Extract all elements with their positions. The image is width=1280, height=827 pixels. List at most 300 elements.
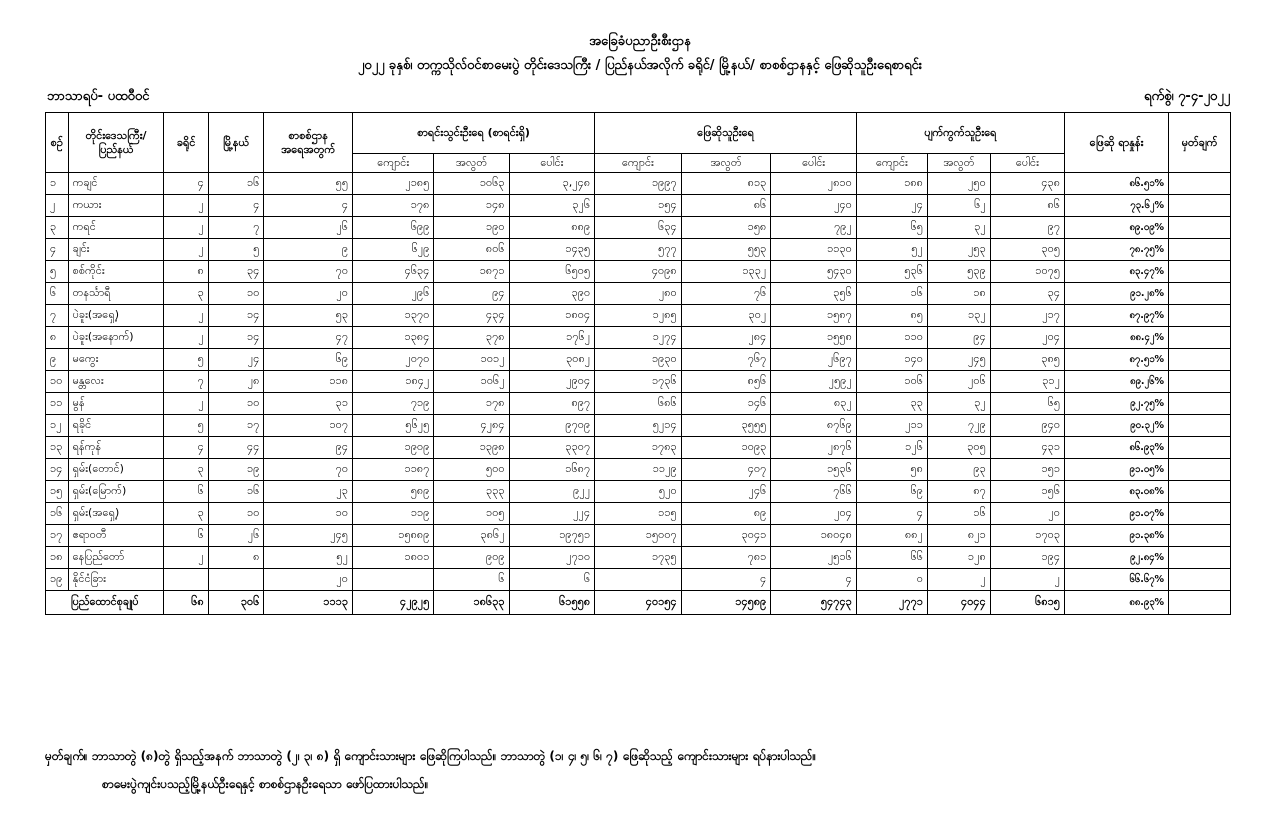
center-count: ၇၀	[264, 261, 353, 283]
district-count: ၃	[164, 283, 208, 305]
sat-school: ၁၇၈၃	[595, 437, 682, 459]
pass-rate: ၉၀.၃၂%	[1065, 415, 1169, 437]
township-count: ၃၄	[208, 261, 264, 283]
sat-school: ၁၁၂၉	[595, 459, 682, 481]
sat-total: ၅၄၃၀	[771, 261, 857, 283]
district-count: ၄	[164, 173, 208, 195]
sat-school: ၁၇၃၆	[595, 371, 682, 393]
center-count: ၆၉	[264, 349, 353, 371]
registered-private: ၆	[434, 569, 509, 591]
registered-private: ၁၀၆၃	[434, 173, 509, 195]
sat-private: ၈၆	[681, 195, 771, 217]
registered-private: ၄၂၈၄	[434, 415, 509, 437]
center-count: ၁၀၇	[264, 415, 353, 437]
absent-private: ၂၅၀	[927, 173, 990, 195]
registered-school	[353, 569, 434, 591]
sat-total: ၂၅၁၆	[771, 547, 857, 569]
center-count: ၁၀	[264, 503, 353, 525]
registered-private: ၉၀၉	[434, 547, 509, 569]
row-number: ၁	[46, 173, 69, 195]
remark	[1169, 569, 1231, 591]
row-number: ၄	[46, 239, 69, 261]
registered-private: ၁၀၆၂	[434, 371, 509, 393]
absent-school: ၂၄	[856, 195, 927, 217]
pass-rate: ၉၁.၂၈%	[1065, 283, 1169, 305]
sat-total: ၂၀၄	[771, 503, 857, 525]
region-name: ရန်ကုန်	[68, 437, 164, 459]
absent-school: ၅၈	[856, 459, 927, 481]
col-remark-header: မှတ်ချက်	[1169, 113, 1231, 173]
absent-total: ၂၀	[990, 503, 1064, 525]
row-number: ၁၇	[46, 525, 69, 547]
table-row	[46, 261, 1231, 283]
sat-school: ၁၁၅	[595, 503, 682, 525]
pass-rate: ၉၁.၀၅%	[1065, 459, 1169, 481]
registered-total: ၂၉၀၄	[509, 371, 595, 393]
absent-private: ၃၂	[927, 393, 990, 415]
sat-school	[595, 569, 682, 591]
sat-private: ၂၈၄	[681, 327, 771, 349]
sat-total: ၈၃၂	[771, 393, 857, 415]
region-name: စစ်ကိုင်း	[68, 261, 164, 283]
absent-school: ၈၈၂	[856, 525, 927, 547]
sub-private-header: အလွတ်	[927, 154, 990, 173]
district-count: ၂	[164, 327, 208, 349]
sat-private: ၃၅၅၅	[681, 415, 771, 437]
district-count: ၅	[164, 349, 208, 371]
row-number: ၃	[46, 217, 69, 239]
region-name: ရှမ်း(မြောက်)	[68, 481, 164, 503]
township-count: ၂၈	[208, 371, 264, 393]
registered-total: ၃,၂၄၈	[509, 173, 595, 195]
remark	[1169, 305, 1231, 327]
sat-school: ၁၅၄	[595, 195, 682, 217]
total-center-count: ၁၁၁၃	[264, 591, 353, 615]
district-count: ၆	[164, 481, 208, 503]
absent-private: ၃၀၅	[927, 437, 990, 459]
absent-private: ၅၃၉	[927, 261, 990, 283]
township-count: ၈	[208, 547, 264, 569]
sat-total: ၁၅၃၆	[771, 459, 857, 481]
district-count: ၂	[164, 195, 208, 217]
sub-private-header: အလွတ်	[434, 154, 509, 173]
absent-total: ၂၁၇	[990, 305, 1064, 327]
sat-private: ၄၀၇	[681, 459, 771, 481]
table-row	[46, 525, 1231, 547]
district-count: ၂	[164, 305, 208, 327]
registered-total: ၂၇၁၀	[509, 547, 595, 569]
district-count: ၆	[164, 525, 208, 547]
table-body	[46, 173, 1231, 615]
district-count: ၇	[164, 371, 208, 393]
remark	[1169, 239, 1231, 261]
township-count: ၂၆	[208, 525, 264, 547]
center-count: ၄	[264, 195, 353, 217]
row-number: ၁၈	[46, 547, 69, 569]
sat-total: ၂၅၉၂	[771, 371, 857, 393]
registered-private: ၃၇၈	[434, 327, 509, 349]
table-row	[46, 239, 1231, 261]
sub-school-header: ကျောင်း	[595, 154, 682, 173]
center-count: ၂၆	[264, 217, 353, 239]
district-count: ၄	[164, 437, 208, 459]
sat-school: ၅၇၇	[595, 239, 682, 261]
pass-rate: ၉၁.၀၇%	[1065, 503, 1169, 525]
district-count: ၂	[164, 393, 208, 415]
registered-total: ၃၉၀	[509, 283, 595, 305]
row-number: ၆	[46, 283, 69, 305]
registered-school: ၁၉၀၉	[353, 437, 434, 459]
sat-school: ၆၈၆	[595, 393, 682, 415]
sub-total-header: ပေါင်း	[509, 154, 595, 173]
pass-rate: ၉၂.၈၄%	[1065, 547, 1169, 569]
sat-school: ၁၉၉၇	[595, 173, 682, 195]
table-row	[46, 415, 1231, 437]
sat-school: ၅၂၀	[595, 481, 682, 503]
row-number: ၉	[46, 349, 69, 371]
absent-private: ၁၆	[927, 503, 990, 525]
absent-school: ၆၉	[856, 481, 927, 503]
table-row	[46, 195, 1231, 217]
absent-total: ၆၅	[990, 393, 1064, 415]
absent-school: ၁၀၆	[856, 371, 927, 393]
row-number: ၁၆	[46, 503, 69, 525]
township-count: ၇	[208, 217, 264, 239]
row-number: ၁၉	[46, 569, 69, 591]
absent-total: ၁၉၄	[990, 547, 1064, 569]
row-number: ၁၄	[46, 459, 69, 481]
sat-total: ၁၁၃၀	[771, 239, 857, 261]
total-township-count: ၃၀၆	[208, 591, 264, 615]
registered-school: ၂၉၆	[353, 283, 434, 305]
sat-total: ၃၅၆	[771, 283, 857, 305]
absent-school: ၁၂၆	[856, 437, 927, 459]
sat-total: ၂၆၉၇	[771, 349, 857, 371]
district-count: ၅	[164, 415, 208, 437]
pass-rate: ၇၈.၇၅%	[1065, 239, 1169, 261]
remark	[1169, 327, 1231, 349]
township-count: ၄	[208, 195, 264, 217]
absent-total: ၄၃၁	[990, 437, 1064, 459]
sat-school: ၂၈၀	[595, 283, 682, 305]
absent-total: ၁၅၁	[990, 459, 1064, 481]
registered-private: ၃၈၆၂	[434, 525, 509, 547]
absent-private: ၂	[927, 569, 990, 591]
col-region-header: တိုင်းဒေသကြီး/ ပြည်နယ်	[68, 113, 164, 173]
registered-total: ၂၂၄	[509, 503, 595, 525]
district-count: ၈	[164, 261, 208, 283]
total-registered-private: ၁၈၆၃၃	[434, 591, 509, 615]
township-count: ၁၆	[208, 481, 264, 503]
absent-school: ၈၅	[856, 305, 927, 327]
registered-private: ၁၄၈	[434, 195, 509, 217]
col-rate-header: ဖြေဆို ရာနှုန်း	[1065, 113, 1169, 173]
pass-rate: ၇၃.၆၂%	[1065, 195, 1169, 217]
pass-rate: ၈၆.၉၃%	[1065, 437, 1169, 459]
region-name: ပဲခူး(အရှေ့)	[68, 305, 164, 327]
absent-school: ၂၁၁	[856, 415, 927, 437]
center-count: ၅၃	[264, 305, 353, 327]
results-table	[45, 112, 1231, 615]
region-name: မကွေး	[68, 349, 164, 371]
table-row	[46, 459, 1231, 481]
district-count: ၂	[164, 239, 208, 261]
pass-rate: ၈၇.၉၇%	[1065, 305, 1169, 327]
registered-private: ၃၃၃	[434, 481, 509, 503]
pass-rate: ၈၉.၀၉%	[1065, 217, 1169, 239]
center-count: ၁၁၈	[264, 371, 353, 393]
township-count: ၁၀	[208, 283, 264, 305]
pass-rate: ၈၇.၅၁%	[1065, 349, 1169, 371]
registered-school: ၁၅၈၈၉	[353, 525, 434, 547]
township-count: ၁၆	[208, 173, 264, 195]
registered-school: ၁၃၇၀	[353, 305, 434, 327]
row-number: ၁၂	[46, 415, 69, 437]
sat-school: ၁၂၇၄	[595, 327, 682, 349]
sat-private: ၈၉	[681, 503, 771, 525]
absent-total: ၃၁၂	[990, 371, 1064, 393]
pass-rate: ၉၁.၃၈%	[1065, 525, 1169, 547]
center-count: ၂၀	[264, 283, 353, 305]
registered-school: ၅၈၉	[353, 481, 434, 503]
absent-private: ၁၃၂	[927, 305, 990, 327]
registered-private: ၁၀၅	[434, 503, 509, 525]
total-absent-school: ၂၇၇၁	[856, 591, 927, 615]
absent-total: ၂	[990, 569, 1064, 591]
region-name: ပဲခူး(အနောက်)	[68, 327, 164, 349]
absent-total: ၁၅၆	[990, 481, 1064, 503]
sub-total-header: ပေါင်း	[771, 154, 857, 173]
sub-private-header: အလွတ်	[681, 154, 771, 173]
registered-private: ၁၀၁၂	[434, 349, 509, 371]
total-label: ပြည်ထောင်စုချုပ်	[46, 591, 164, 615]
registered-school: ၁၁၉	[353, 503, 434, 525]
sat-total: ၂၈၁၀	[771, 173, 857, 195]
col-centers-header: စာစစ်ဌာန အရေအတွက်	[264, 113, 353, 173]
registered-private: ၁၈၇၁	[434, 261, 509, 283]
sat-school: ၁၉၃၀	[595, 349, 682, 371]
absent-school: ၁၁၀	[856, 327, 927, 349]
row-number: ၁၁	[46, 393, 69, 415]
region-name: ရှမ်း(တောင်)	[68, 459, 164, 481]
registered-total: ၈၉၇	[509, 393, 595, 415]
pass-rate: ၈၉.၂၆%	[1065, 371, 1169, 393]
township-count: ၁၀	[208, 503, 264, 525]
absent-private: ၈၂၁	[927, 525, 990, 547]
absent-private: ၆၂	[927, 195, 990, 217]
absent-school: ၀	[856, 569, 927, 591]
total-registered-total: ၆၁၅၅၈	[509, 591, 595, 615]
registered-total: ၁၇၆၂	[509, 327, 595, 349]
absent-school: ၄	[856, 503, 927, 525]
table-row	[46, 371, 1231, 393]
row-number: ၇	[46, 305, 69, 327]
district-count	[164, 569, 208, 591]
sat-school: ၁၅၀၀၇	[595, 525, 682, 547]
sat-total: ၁၈၀၄၈	[771, 525, 857, 547]
center-count: ၉	[264, 239, 353, 261]
registered-private: ၄၃၄	[434, 305, 509, 327]
remark	[1169, 195, 1231, 217]
remark	[1169, 525, 1231, 547]
registered-school: ၁၇၈	[353, 195, 434, 217]
township-count: ၁၇	[208, 415, 264, 437]
registered-total: ၃၃၀၇	[509, 437, 595, 459]
pass-rate: ၈၈.၄၂%	[1065, 327, 1169, 349]
page-title: အခြေခံပညာဦးစီးဌာန	[589, 34, 691, 49]
absent-private: ၉၃	[927, 459, 990, 481]
sat-private: ၅၅၃	[681, 239, 771, 261]
sat-private: ၇၆၇	[681, 349, 771, 371]
note-line-2: စာမေးပွဲကျင်းပသည့်မြို့နယ်ဦးရေနှင့် စာစစ်ဌာနဦးရေသာ ဖော်ပြထားပါသည်။	[102, 777, 429, 791]
table-row	[46, 547, 1231, 569]
sat-private: ၁၅၈	[681, 217, 771, 239]
total-absent-total: ၆၈၁၅	[990, 591, 1064, 615]
absent-private: ၉၄	[927, 327, 990, 349]
sat-private: ၇၈၁	[681, 547, 771, 569]
absent-school: ၁၈၈	[856, 173, 927, 195]
center-count: ၇၀	[264, 459, 353, 481]
row-number: ၁၀	[46, 371, 69, 393]
total-sat-total: ၅၄၇၄၃	[771, 591, 857, 615]
table-row	[46, 393, 1231, 415]
sub-total-header: ပေါင်း	[990, 154, 1064, 173]
township-count: ၁၉	[208, 459, 264, 481]
absent-private: ၃၂	[927, 217, 990, 239]
sat-total: ၁၅၈၇	[771, 305, 857, 327]
registered-private: ၁၃၉၈	[434, 437, 509, 459]
absent-school: ၃၃	[856, 393, 927, 415]
sub-school-header: ကျောင်း	[856, 154, 927, 173]
table-row	[46, 217, 1231, 239]
row-number: ၁၃	[46, 437, 69, 459]
registered-school: ၁၃၈၄	[353, 327, 434, 349]
pass-rate: ၈၃.၀၈%	[1065, 481, 1169, 503]
absent-school: ၅၃၆	[856, 261, 927, 283]
sat-private: ၈၅၆	[681, 371, 771, 393]
center-count: ၃၁	[264, 393, 353, 415]
sat-total: ၈၇၆၉	[771, 415, 857, 437]
region-name: ရခိုင်	[68, 415, 164, 437]
absent-private: ၂၀၆	[927, 371, 990, 393]
registered-total: ၁၄၃၅	[509, 239, 595, 261]
center-count: ၅၂	[264, 547, 353, 569]
registered-private: ၈၀၆	[434, 239, 509, 261]
absent-private: ၇၂၉	[927, 415, 990, 437]
table-row	[46, 305, 1231, 327]
pass-rate: ၆၆.၆၇%	[1065, 569, 1169, 591]
sat-private: ၁၃၃၂	[681, 261, 771, 283]
remark	[1169, 547, 1231, 569]
remark	[1169, 415, 1231, 437]
township-count: ၅	[208, 239, 264, 261]
registered-total: ၆၅၀၅	[509, 261, 595, 283]
center-count: ၂၀	[264, 569, 353, 591]
row-number: ၁၅	[46, 481, 69, 503]
sat-private: ၃၀၂	[681, 305, 771, 327]
total-pass-rate: ၈၈.၉၃%	[1065, 591, 1169, 615]
township-count: ၂၄	[208, 349, 264, 371]
pass-rate: ၈၃.၄၇%	[1065, 261, 1169, 283]
date-label: ရက်စွဲ၊ ၇-၄-၂၀၂၂	[1144, 89, 1230, 104]
absent-private: ၂၄၅	[927, 349, 990, 371]
row-number: ၈	[46, 327, 69, 349]
registered-private: ၅၀၀	[434, 459, 509, 481]
region-name: ကယား	[68, 195, 164, 217]
center-count: ၂၄၅	[264, 525, 353, 547]
total-district-count: ၆၈	[164, 591, 208, 615]
subject-label: ဘာသာရပ်- ပထဝီဝင်	[47, 89, 150, 104]
registered-school: ၄၆၃၄	[353, 261, 434, 283]
remark	[1169, 261, 1231, 283]
absent-school: ၅၂	[856, 239, 927, 261]
table-row	[46, 349, 1231, 371]
absent-total: ၁၇၀၃	[990, 525, 1064, 547]
sat-school: ၁၂၈၅	[595, 305, 682, 327]
registered-school: ၂၀၇၀	[353, 349, 434, 371]
registered-total: ၃၂၆	[509, 195, 595, 217]
registered-total: ၁၆၈၇	[509, 459, 595, 481]
sat-private: ၃၀၄၁	[681, 525, 771, 547]
col-sat-header: ဖြေဆိုသူဦးရေ	[595, 113, 857, 154]
sat-private: ၁၄၆	[681, 393, 771, 415]
region-name: ရှမ်း(အရှေ့)	[68, 503, 164, 525]
region-name: နိုင်ငံခြား	[68, 569, 164, 591]
remark	[1169, 481, 1231, 503]
region-name: တနင်္သာရီ	[68, 283, 164, 305]
remark	[1169, 371, 1231, 393]
sat-private: ၂၄၆	[681, 481, 771, 503]
township-count	[208, 569, 264, 591]
table-row	[46, 327, 1231, 349]
center-count: ၉၄	[264, 437, 353, 459]
registered-total: ၈၈၉	[509, 217, 595, 239]
registered-total: ၁၉၇၅၁	[509, 525, 595, 547]
registered-school: ၇၁၉	[353, 393, 434, 415]
district-count: ၃	[164, 459, 208, 481]
absent-total: ၃၄	[990, 283, 1064, 305]
col-registered-header: စာရင်းသွင်းဦးရေ (စာရင်းရှိ)	[353, 113, 595, 154]
registered-private: ၉၄	[434, 283, 509, 305]
total-row	[46, 591, 1231, 615]
sat-school: ၁၇၃၅	[595, 547, 682, 569]
absent-school: ၆၆	[856, 547, 927, 569]
registered-total: ၆	[509, 569, 595, 591]
region-name: ကရင်	[68, 217, 164, 239]
district-count: ၂	[164, 217, 208, 239]
sat-school: ၆၃၄	[595, 217, 682, 239]
registered-private: ၁၇၈	[434, 393, 509, 415]
registered-total: ၉၇၀၉	[509, 415, 595, 437]
total-registered-school: ၄၂၉၂၅	[353, 591, 434, 615]
absent-total: ၈၆	[990, 195, 1064, 217]
region-name: နေပြည်တော်	[68, 547, 164, 569]
sat-total: ၇၆၆	[771, 481, 857, 503]
absent-school: ၁၄၀	[856, 349, 927, 371]
township-count: ၄၄	[208, 437, 264, 459]
registered-school: ၁၈၀၁	[353, 547, 434, 569]
total-sat-private: ၁၄၅၈၉	[681, 591, 771, 615]
remark	[1169, 393, 1231, 415]
center-count: ၄၇	[264, 327, 353, 349]
col-absent-header: ပျက်ကွက်သူဦးရေ	[856, 113, 1064, 154]
row-number: ၅	[46, 261, 69, 283]
sat-total: ၂၈၇၆	[771, 437, 857, 459]
col-no-header: စဉ်	[46, 113, 69, 173]
sat-total: ၁၅၅၈	[771, 327, 857, 349]
sat-private: ၈၁၃	[681, 173, 771, 195]
total-remark	[1169, 591, 1231, 615]
